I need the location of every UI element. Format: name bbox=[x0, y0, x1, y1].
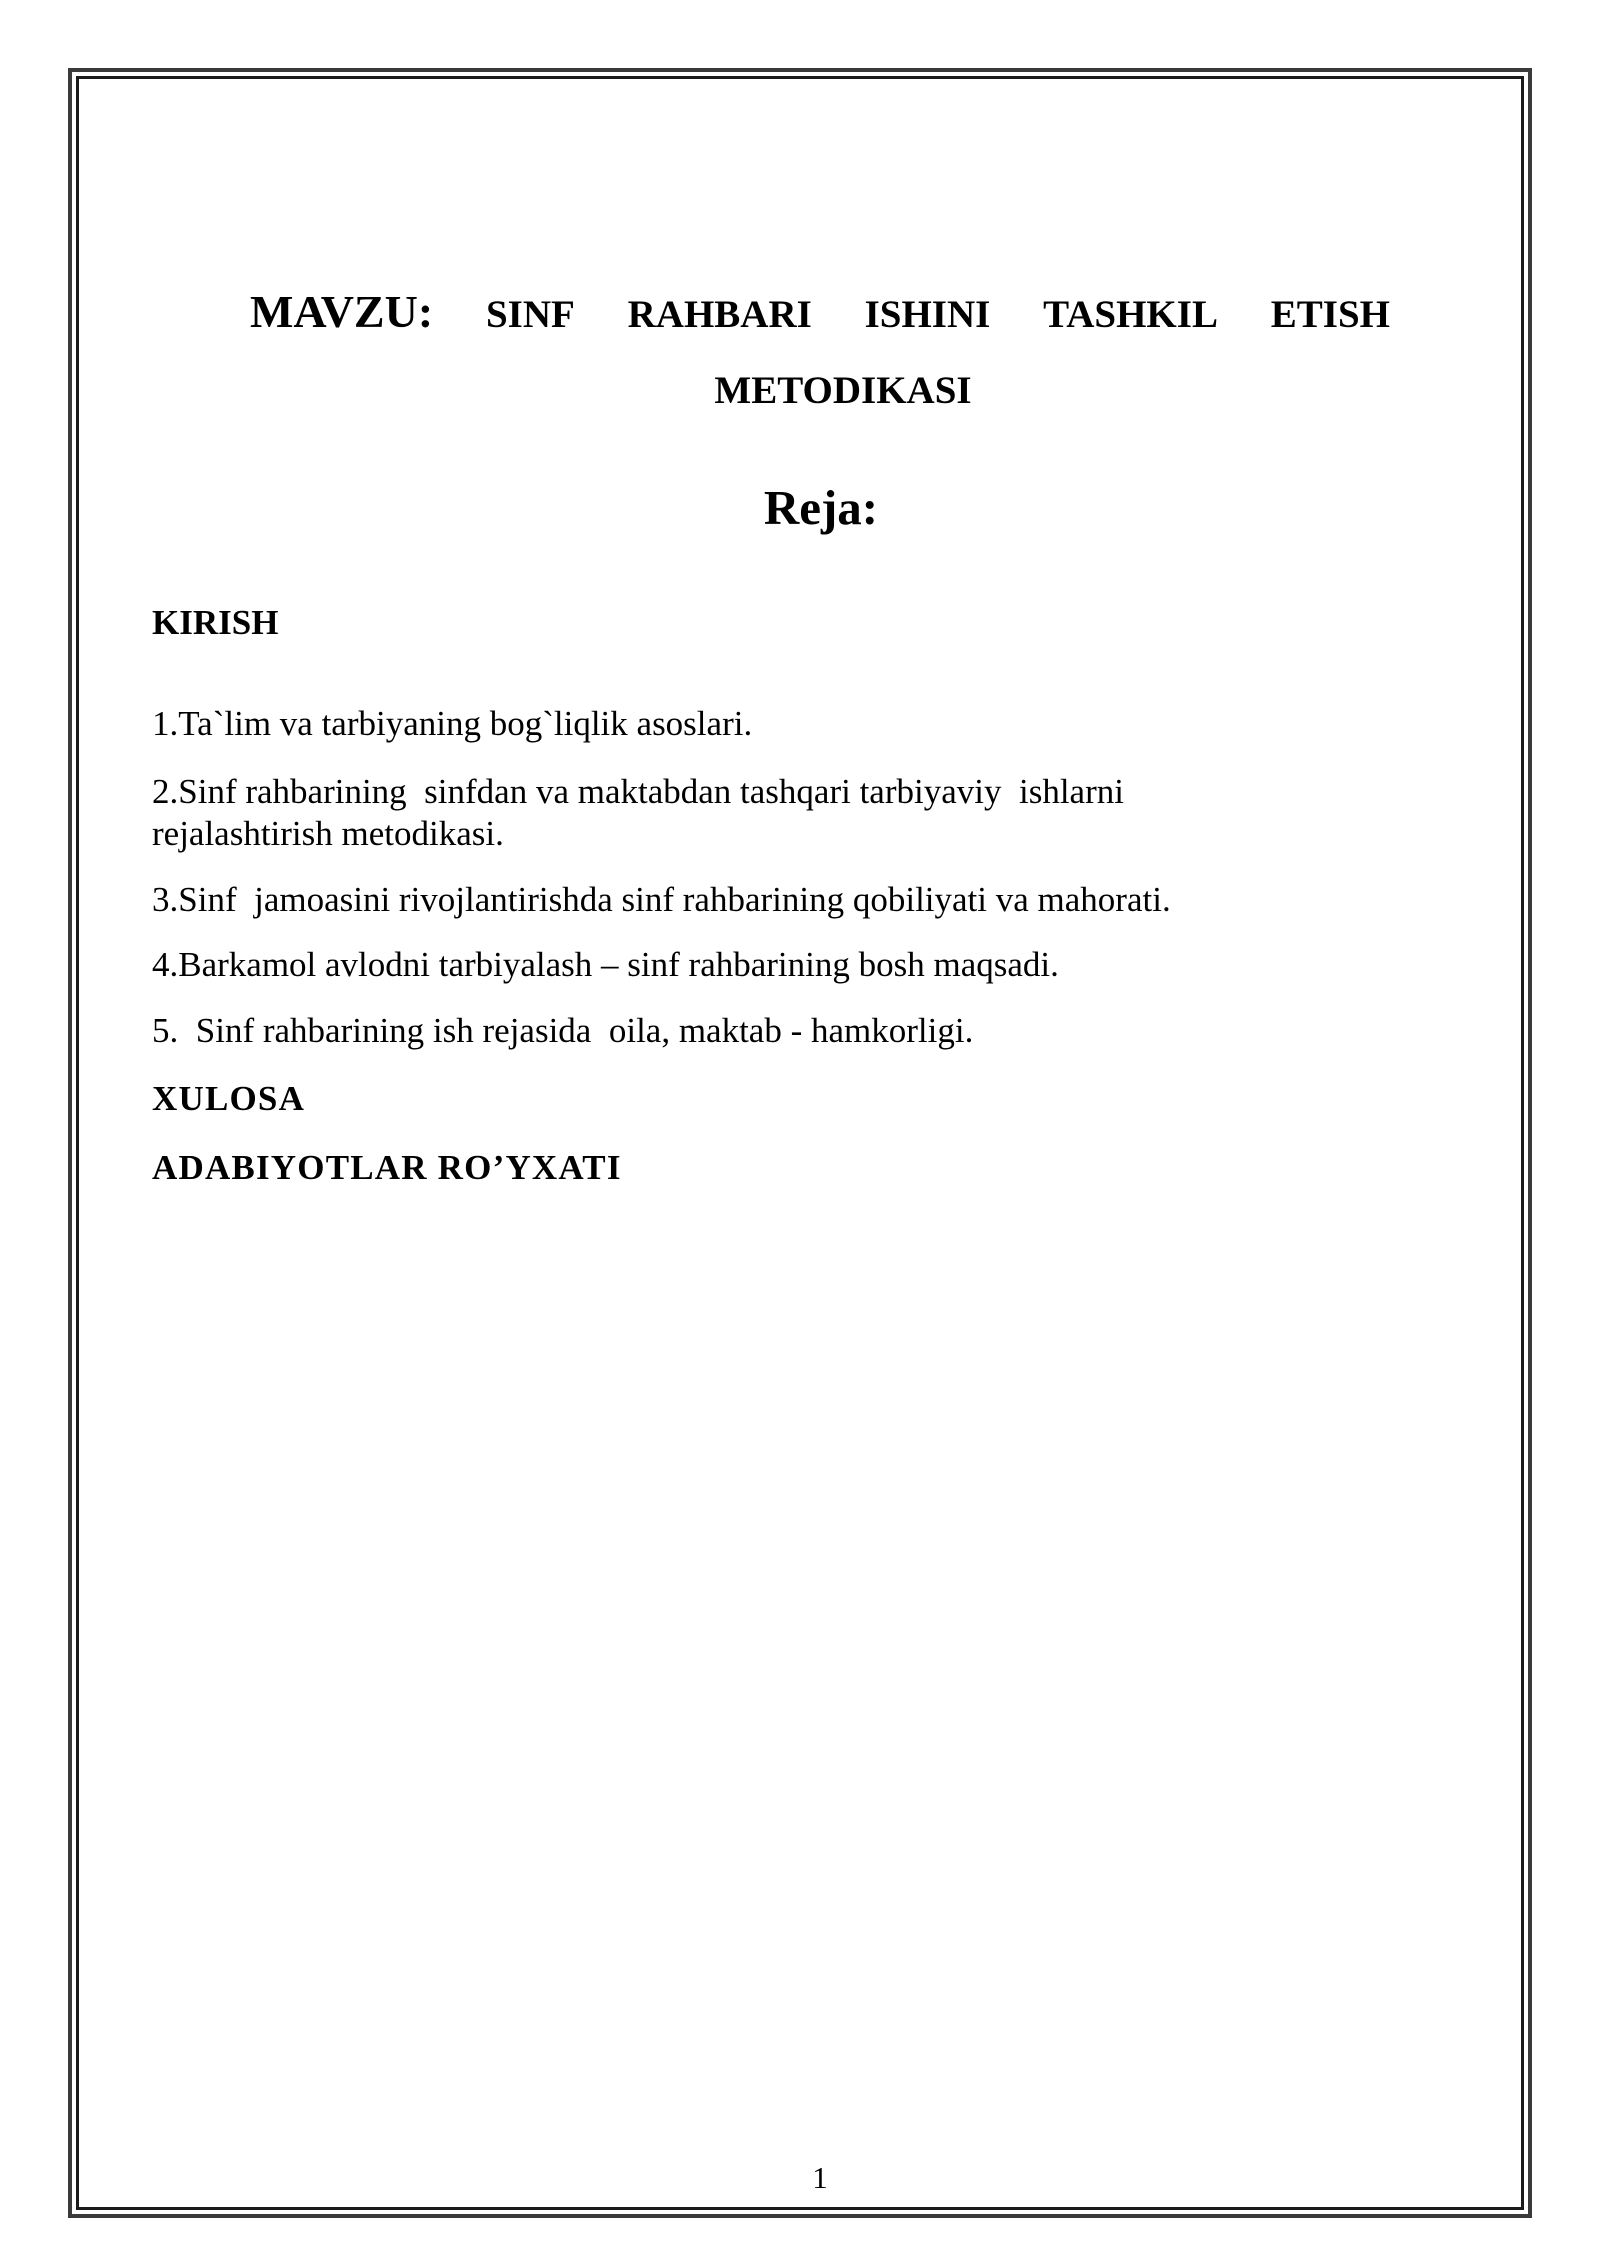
intro-heading: KIRISH bbox=[152, 603, 279, 642]
plan-item: 2.Sinf rahbarining sinfdan va maktabdan tashqari tarbiyaviy ishlarni rejalashtirish metodikasi. bbox=[152, 772, 1124, 853]
title-word: TASHKIL bbox=[1043, 293, 1218, 336]
plan-item: 1.Ta`lim va tarbiyaning bog`liqlik asoslari. bbox=[152, 704, 753, 743]
references-heading: ADABIYOTLAR RO’YXATI bbox=[152, 1148, 622, 1187]
title-word: RAHBARI bbox=[627, 293, 812, 336]
plan-item: 3.Sinf jamoasini rivojlantirishda sinf rahbarining qobiliyati va mahorati. bbox=[152, 880, 1171, 919]
title-word: ETISH bbox=[1270, 293, 1390, 336]
title-line-1 bbox=[250, 282, 1390, 345]
plan-item: 4.Barkamol avlodni tarbiyalash – sinf rahbarining bosh maqsadi. bbox=[152, 945, 1059, 984]
title-prefix: MAVZU: bbox=[250, 286, 434, 337]
title-word: SINF bbox=[485, 293, 575, 336]
page-number: 1 bbox=[812, 2160, 828, 2195]
document-title bbox=[250, 282, 1390, 421]
conclusion-heading: XULOSA bbox=[152, 1079, 306, 1118]
title-word: ISHINI bbox=[864, 293, 991, 336]
plan-item: 5. Sinf rahbarining ish rejasida oila, maktab - hamkorligi. bbox=[152, 1011, 974, 1050]
plan-heading: Reja: bbox=[763, 480, 879, 535]
title-line-2: METODIKASI bbox=[714, 369, 972, 412]
